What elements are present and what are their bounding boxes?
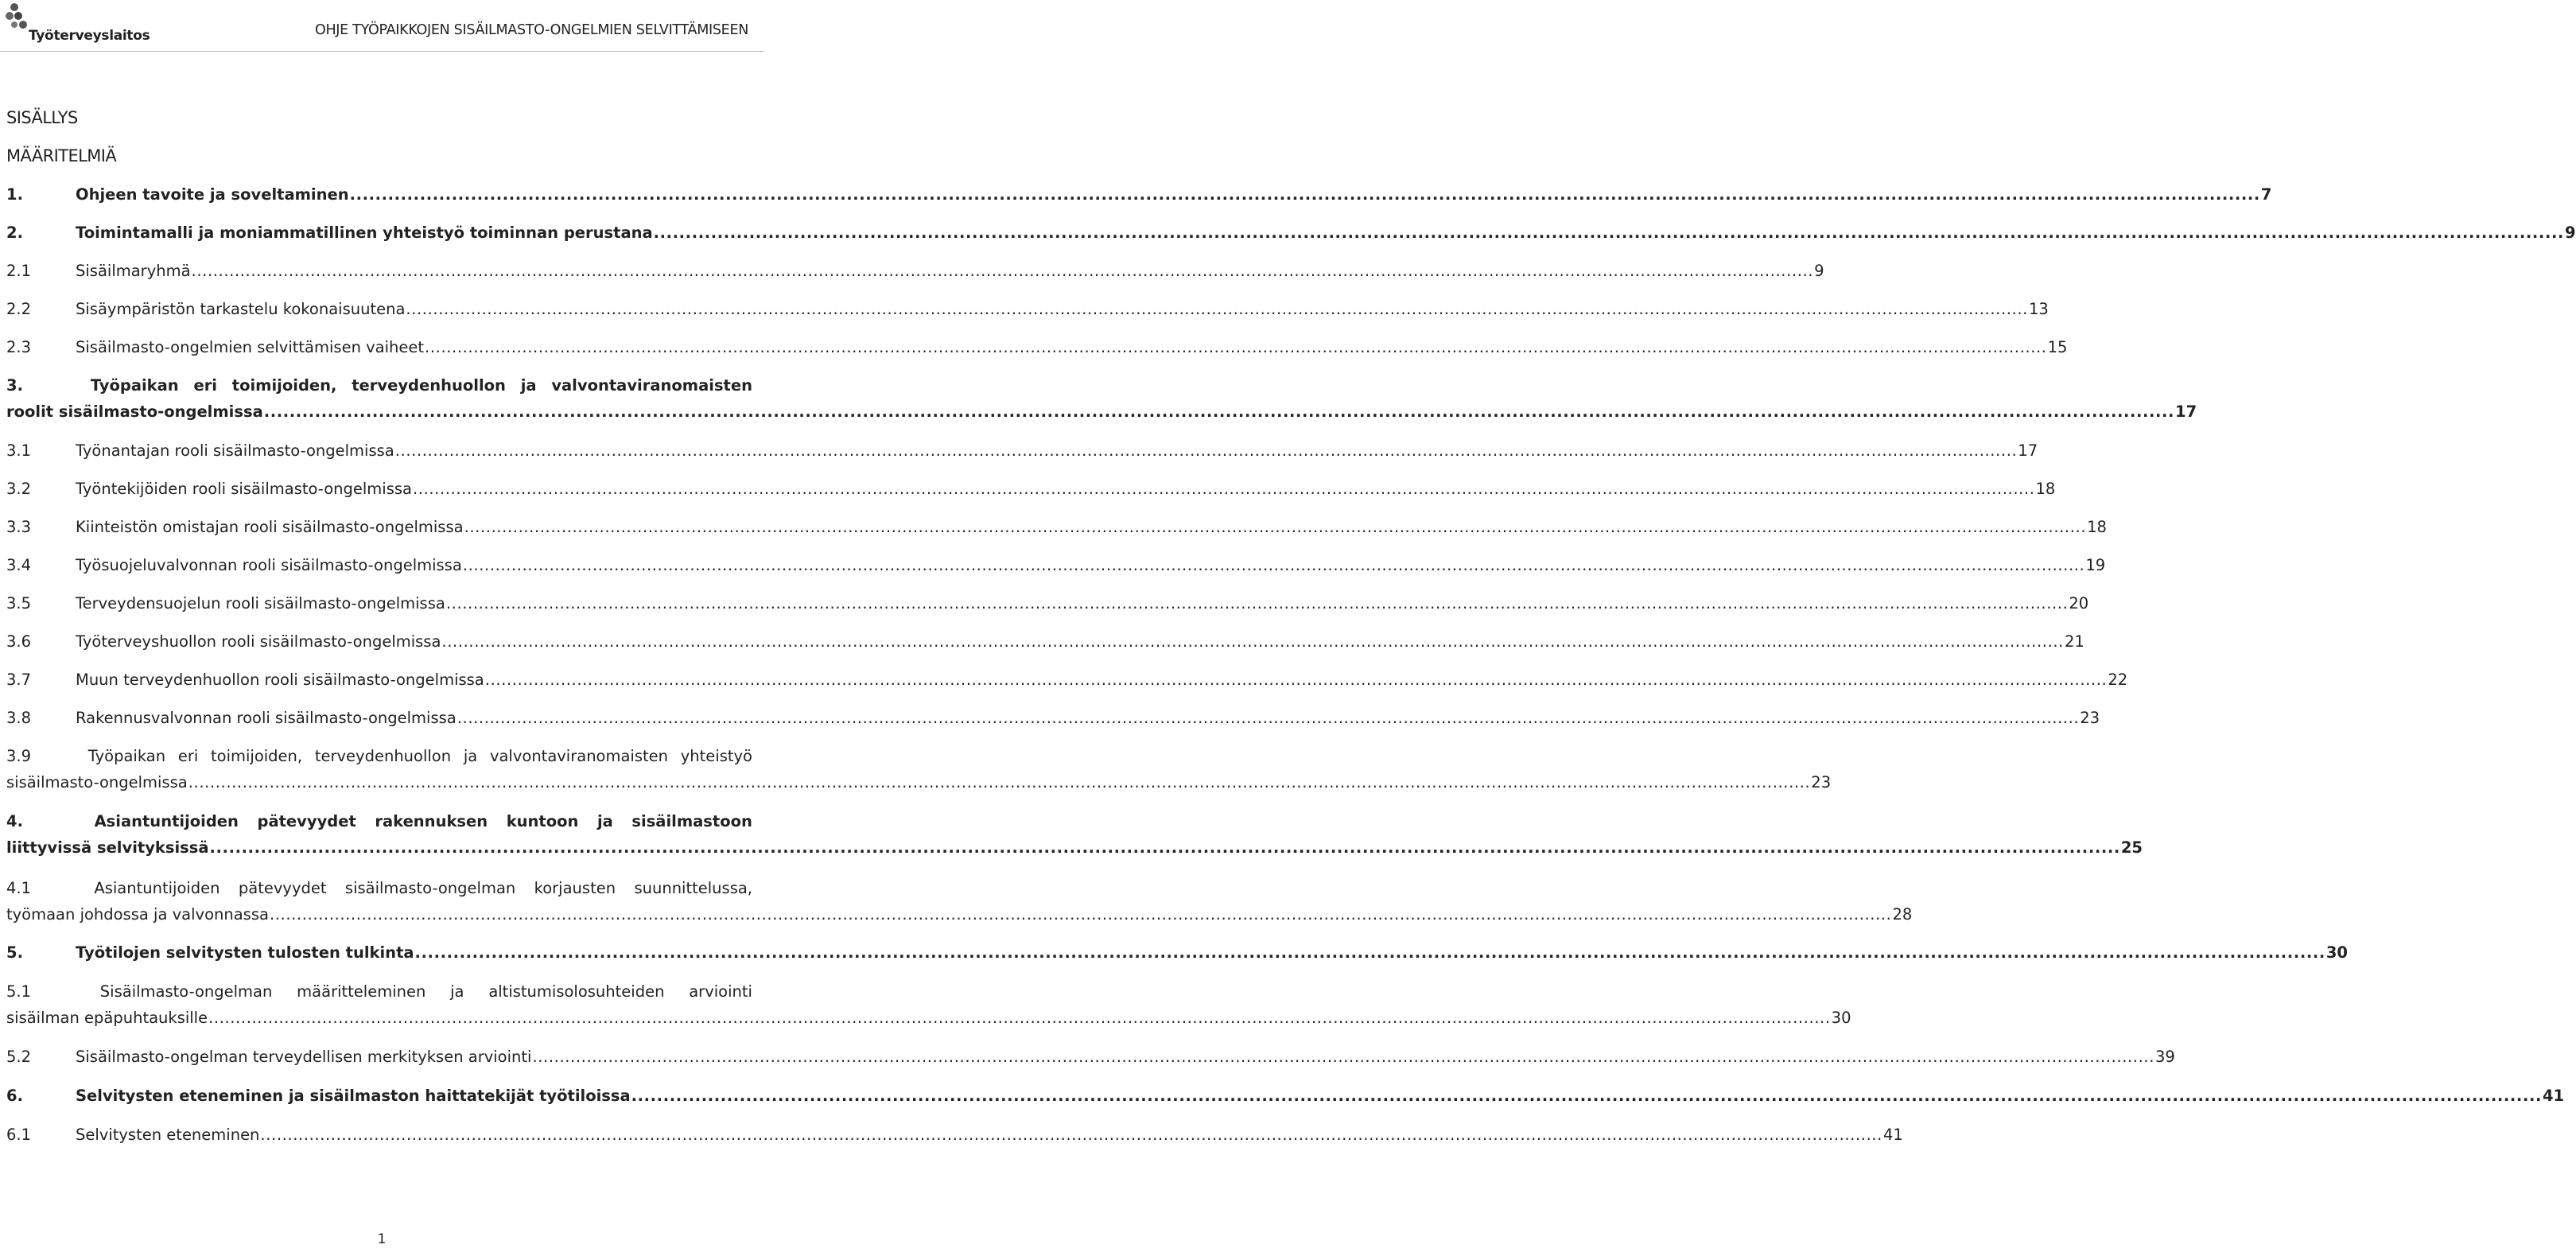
toc-label: Rakennusvalvonnan rooli sisäilmasto-ongelmissa — [76, 709, 457, 727]
toc-word: ja — [597, 812, 613, 830]
toc-label: Työterveyshuollon rooli sisäilmasto-ongelmissa — [76, 632, 441, 651]
toc-page: 41 — [1882, 1126, 1903, 1144]
toc-page: 25 — [2120, 838, 2143, 857]
toc-number: 5. — [6, 943, 23, 962]
toc-page: 30 — [1831, 1009, 1851, 1027]
toc-entry-2-1[interactable] — [6, 261, 1824, 282]
toc-page: 15 — [2047, 338, 2068, 356]
toc-label: Sisäilmasto-ongelmien selvittämisen vaiheet — [76, 338, 425, 356]
toc-page: 13 — [2028, 300, 2049, 318]
toc-entry-6[interactable] — [6, 1086, 2565, 1106]
toc-number: 3.9 — [6, 747, 32, 765]
header-divider — [0, 51, 763, 52]
toc-number: 6. — [6, 1087, 23, 1105]
toc-word: arviointi — [689, 982, 752, 1001]
toc-word: korjausten — [534, 879, 616, 897]
toc-word: Sisäilmasto-ongelman — [99, 982, 273, 1001]
toc-word: sisäilmastoon — [631, 812, 752, 830]
toc-entry-5[interactable] — [6, 943, 2348, 963]
toc-entry-3-9-continuation[interactable] — [6, 772, 1832, 793]
dot-leader: ............................................................................................................................................................................................................................................................................................................ — [532, 1048, 2154, 1066]
toc-number: 3.4 — [6, 556, 32, 574]
toc-page: 39 — [2155, 1048, 2175, 1066]
toc-number: 2.2 — [6, 300, 32, 318]
toc-word: altistumisolosuhteiden — [488, 982, 665, 1001]
toc-entry-4[interactable] — [6, 811, 752, 832]
toc-label: Muun terveydenhuollon rooli sisäilmasto-ongelmissa — [76, 671, 484, 689]
logo-text: Työterveyslaitos — [29, 28, 150, 44]
dot-leader: ............................................................................................................................................................................................................................................................................................................ — [653, 224, 2564, 242]
toc-entry-1[interactable] — [6, 185, 2272, 205]
toc-page: 21 — [2064, 632, 2085, 651]
dot-leader: ............................................................................................................................................................................................................................................................................................................ — [441, 632, 2064, 651]
dot-leader: ............................................................................................................................................................................................................................................................................................................ — [457, 709, 2080, 727]
toc-entry-3-5[interactable] — [6, 593, 2089, 614]
toc-label: Työtilojen selvitysten tulosten tulkinta — [76, 943, 414, 962]
toc-entry-6-1[interactable] — [6, 1125, 1903, 1145]
dot-leader: ............................................................................................................................................................................................................................................................................................................ — [425, 338, 2047, 356]
toc-number: 3.2 — [6, 480, 32, 498]
toc-number: 3.1 — [6, 441, 32, 460]
toc-number: 3.3 — [6, 518, 32, 536]
toc-entry-5-2[interactable] — [6, 1047, 2175, 1068]
toc-entry-2[interactable] — [6, 223, 2576, 243]
toc-label: roolit sisäilmasto-ongelmissa — [6, 402, 263, 421]
dot-leader: ............................................................................................................................................................................................................................................................................................................ — [406, 300, 2028, 318]
toc-page: 23 — [2080, 709, 2100, 727]
page-header — [0, 0, 763, 56]
toc-word: sisäilmasto-ongelman — [344, 879, 516, 897]
dot-leader: ............................................................................................................................................................................................................................................................................................................ — [269, 905, 1892, 924]
toc-number: 4.1 — [6, 879, 32, 897]
toc-word: pätevyydet — [257, 812, 356, 830]
toc-page: 30 — [2325, 943, 2348, 962]
toc-entry-4-continuation[interactable] — [6, 838, 2143, 858]
dot-leader: ............................................................................................................................................................................................................................................................................................................ — [209, 838, 2120, 857]
toc-label: Työsuojeluvalvonnan rooli sisäilmasto-ongelmissa — [76, 556, 462, 574]
contents-heading: SISÄLLYS — [6, 108, 78, 127]
page-number: 1 — [377, 1231, 387, 1247]
dot-leader: ............................................................................................................................................................................................................................................................................................................ — [631, 1087, 2542, 1105]
dot-leader: ............................................................................................................................................................................................................................................................................................................ — [462, 556, 2085, 574]
toc-page: 17 — [2175, 402, 2197, 421]
toc-label: sisäilman epäpuhtauksille — [6, 1009, 208, 1027]
toc-number: 6.1 — [6, 1126, 32, 1144]
toc-word: suunnittelussa, — [634, 879, 752, 897]
toc-page: 9 — [1814, 262, 1824, 280]
toc-label: Työnantajan rooli sisäilmasto-ongelmissa — [76, 441, 394, 460]
toc-word: terveydenhuollon — [314, 747, 452, 765]
toc-word: rakennuksen — [375, 812, 488, 830]
toc-number: 3.6 — [6, 632, 32, 651]
toc-label: Selvitysten eteneminen ja sisäilmaston haittatekijät työtiloissa — [76, 1087, 631, 1105]
toc-word: toimijoiden, — [231, 376, 337, 395]
toc-page: 18 — [2087, 518, 2107, 536]
toc-word: ja — [450, 982, 464, 1001]
toc-page: 20 — [2069, 594, 2089, 612]
toc-entry-5-1-continuation[interactable] — [6, 1008, 1851, 1029]
toc-label: liittyvissä selvityksissä — [6, 838, 209, 857]
dot-leader: ............................................................................................................................................................................................................................................................................................................ — [464, 518, 2087, 536]
toc-word: toimijoiden, — [211, 747, 303, 765]
toc-word: määritteleminen — [297, 982, 426, 1001]
dot-leader: ............................................................................................................................................................................................................................................................................................................ — [263, 402, 2175, 421]
dot-leader: ............................................................................................................................................................................................................................................................................................................ — [412, 480, 2035, 498]
toc-entry-2-3[interactable] — [6, 337, 2068, 358]
toc-entry-5-1[interactable] — [6, 982, 752, 1002]
toc-label: Terveydensuojelun rooli sisäilmasto-ongelmissa — [76, 594, 445, 612]
toc-number: 1. — [6, 185, 23, 204]
toc-number: 5.1 — [6, 982, 32, 1001]
toc-page: 7 — [2260, 185, 2272, 204]
dot-leader: ............................................................................................................................................................................................................................................................................................................ — [191, 262, 1814, 280]
toc-word: ja — [463, 747, 478, 765]
toc-word: ja — [520, 376, 537, 395]
toc-entry-3[interactable] — [6, 375, 752, 396]
toc-word: eri — [177, 747, 199, 765]
toc-entry-3-9[interactable] — [6, 746, 752, 767]
toc-word: Työpaikan — [90, 376, 179, 395]
toc-number: 4. — [6, 812, 23, 830]
toc-label: Ohjeen tavoite ja soveltaminen — [76, 185, 349, 204]
toc-entry-3-continuation[interactable] — [6, 402, 2197, 422]
dot-leader: ............................................................................................................................................................................................................................................................................................................ — [394, 441, 2018, 460]
toc-entry-3-6[interactable] — [6, 632, 2085, 652]
toc-number: 3.5 — [6, 594, 32, 612]
toc-word: pätevyydet — [238, 879, 327, 897]
dot-leader: ............................................................................................................................................................................................................................................................................................................ — [188, 773, 1811, 791]
toc-label: sisäilmasto-ongelmissa — [6, 773, 188, 791]
toc-word: valvontaviranomaisten — [551, 376, 752, 395]
toc-entry-4-1-continuation[interactable] — [6, 904, 1913, 925]
toc-label: Selvitysten eteneminen — [76, 1126, 260, 1144]
toc-number: 3.7 — [6, 671, 32, 689]
toc-word: Asiantuntijoiden — [94, 812, 239, 830]
toc-word: eri — [193, 376, 217, 395]
dot-leader: ............................................................................................................................................................................................................................................................................................................ — [208, 1009, 1831, 1027]
toc-label: Toimintamalli ja moniammatillinen yhteistyö toiminnan perustana — [76, 224, 653, 242]
dot-leader: ............................................................................................................................................................................................................................................................................................................ — [484, 671, 2108, 689]
toc-label: työmaan johdossa ja valvonnassa — [6, 905, 269, 924]
toc-label: Työntekijöiden rooli sisäilmasto-ongelmissa — [76, 480, 412, 498]
toc-label: Sisäilmasto-ongelman terveydellisen merkityksen arviointi — [76, 1048, 532, 1066]
toc-entry-4-1[interactable] — [6, 878, 752, 899]
toc-word: kuntoon — [506, 812, 579, 830]
toc-page: 28 — [1892, 905, 1913, 924]
dot-leader: ............................................................................................................................................................................................................................................................................................................ — [445, 594, 2069, 612]
toc-number: 3. — [6, 376, 23, 395]
toc-entry-3-7[interactable] — [6, 670, 2128, 690]
toc-label: Sisäympäristön tarkastelu kokonaisuutena — [76, 300, 406, 318]
toc-number: 2. — [6, 224, 23, 242]
toc-page: 9 — [2564, 224, 2576, 242]
toc-number: 3.8 — [6, 709, 32, 727]
toc-page: 18 — [2035, 480, 2056, 498]
toc-word: valvontaviranomaisten — [489, 747, 669, 765]
toc-word: terveydenhuollon — [352, 376, 506, 395]
toc-number: 5.2 — [6, 1048, 32, 1066]
definitions-heading: MÄÄRITELMIÄ — [6, 146, 117, 165]
toc-page: 22 — [2108, 671, 2128, 689]
toc-entry-3-3[interactable] — [6, 517, 2107, 538]
logo — [5, 2, 150, 47]
dot-leader: ............................................................................................................................................................................................................................................................................................................ — [349, 185, 2260, 204]
toc-page: 17 — [2018, 441, 2038, 460]
toc-entry-3-4[interactable] — [6, 555, 2106, 576]
toc-entry-3-8[interactable] — [6, 708, 2100, 729]
toc-number: 2.3 — [6, 338, 32, 356]
toc-word: Asiantuntijoiden — [94, 879, 220, 897]
toc-entry-2-2[interactable] — [6, 299, 2049, 320]
toc-page: 23 — [1811, 773, 1832, 791]
toc-number: 2.1 — [6, 262, 32, 280]
dot-leader: ............................................................................................................................................................................................................................................................................................................ — [260, 1126, 1882, 1144]
toc-word: Työpaikan — [87, 747, 166, 765]
document-title: OHJE TYÖPAIKKOJEN SISÄILMASTO-ONGELMIEN SELVITTÄMISEEN — [314, 22, 748, 38]
toc-label: Kiinteistön omistajan rooli sisäilmasto-ongelmissa — [76, 518, 464, 536]
toc-label: Sisäilmaryhmä — [76, 262, 191, 280]
toc-word: yhteistyö — [680, 747, 752, 765]
toc-page: 19 — [2085, 556, 2106, 574]
dot-leader: ............................................................................................................................................................................................................................................................................................................ — [414, 943, 2325, 962]
toc-page: 41 — [2542, 1087, 2565, 1105]
toc-entry-3-1[interactable] — [6, 441, 2038, 461]
toc-entry-3-2[interactable] — [6, 479, 2056, 500]
